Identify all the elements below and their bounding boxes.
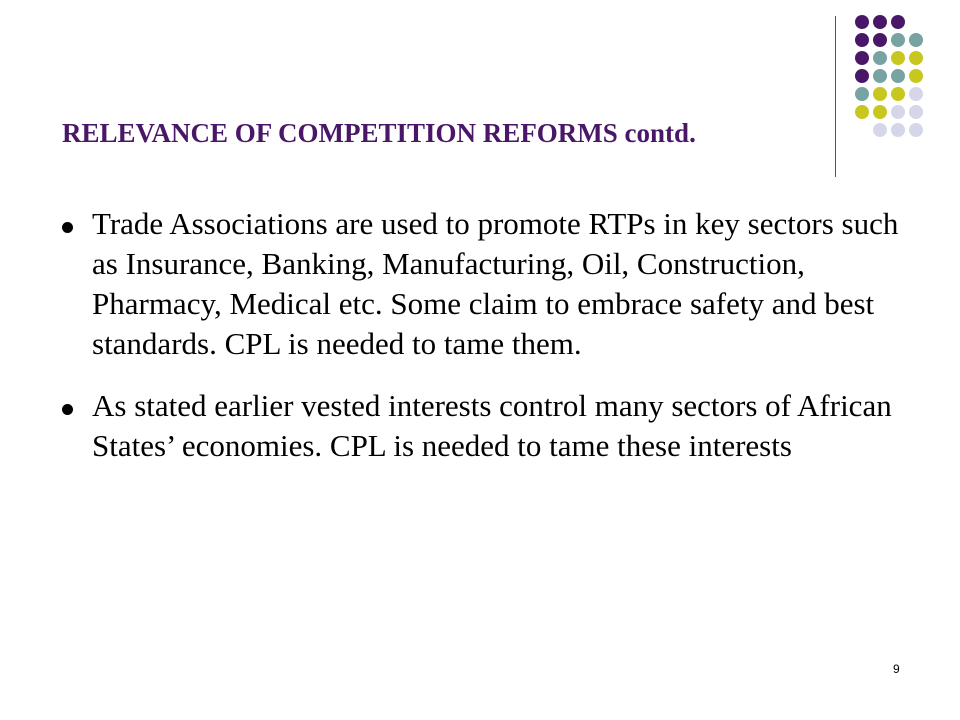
decorative-dot — [873, 69, 887, 83]
slide-title: RELEVANCE OF COMPETITION REFORMS contd. — [62, 118, 696, 148]
decorative-dot — [909, 69, 923, 83]
decorative-dot — [855, 105, 869, 119]
decorative-dot — [909, 105, 923, 119]
decorative-dot-grid — [0, 0, 960, 200]
decorative-dot — [873, 33, 887, 47]
bullet-dot-icon — [62, 404, 73, 415]
bullet-item — [62, 386, 902, 466]
decorative-dot — [873, 87, 887, 101]
decorative-dot — [909, 87, 923, 101]
decorative-dot — [855, 15, 869, 29]
decorative-dot — [873, 105, 887, 119]
bullet-item — [62, 204, 902, 364]
decorative-dot — [855, 51, 869, 65]
decorative-dot — [891, 15, 905, 29]
decorative-dot — [891, 105, 905, 119]
bullet-text: As stated earlier vested interests control many sectors of African States’ economies. CPL is needed to tame these interests — [92, 388, 892, 463]
divider-line — [835, 16, 836, 177]
page-number: 9 — [893, 662, 900, 676]
bullet-dot-icon — [62, 222, 73, 233]
decorative-dot — [873, 51, 887, 65]
decorative-dot — [891, 33, 905, 47]
decorative-dot — [909, 33, 923, 47]
decorative-dot — [873, 123, 887, 137]
decorative-dot — [891, 123, 905, 137]
decorative-dot — [909, 123, 923, 137]
decorative-dot — [909, 51, 923, 65]
decorative-dot — [855, 87, 869, 101]
bullet-text: Trade Associations are used to promote RTPs in key sectors such as Insurance, Banking, Manufacturing, Oil, Construction, Pharmacy, Medical etc. Some claim to embrace safety and best standards. CPL is needed to tame them. — [92, 206, 899, 361]
decorative-dot — [873, 15, 887, 29]
decorative-dot — [891, 51, 905, 65]
bullet-list — [62, 204, 902, 488]
decorative-dot — [891, 87, 905, 101]
decorative-dot — [855, 69, 869, 83]
decorative-dot — [891, 69, 905, 83]
decorative-dot — [855, 33, 869, 47]
